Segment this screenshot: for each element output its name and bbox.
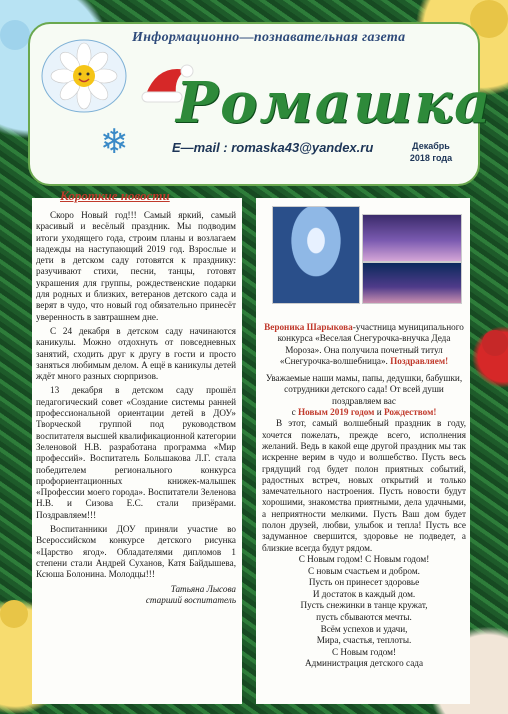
short-news-text xyxy=(36,210,236,606)
issue-date xyxy=(406,140,456,164)
short-news-title: Короткие новости xyxy=(60,188,170,203)
masthead-subtitle: Информационно—познавательная газета xyxy=(132,30,406,45)
poem-line: С Новым годом! xyxy=(331,646,397,657)
greeting-and: и xyxy=(374,407,384,418)
issue-month: Декабрь xyxy=(412,141,450,151)
snowflake-icon: ❄ xyxy=(100,124,129,161)
news-paragraph: Воспитанники ДОУ приняли участие во Всероссийском конкурсе детского рисунка «Царство ягод». Обладателями дипломов 1 степени стали Андрей Суханов, Катя Байдышева, Ксюша Болонина. Молодцы!!! xyxy=(36,524,236,580)
poem-line: С Новым годом! С Новым годом! xyxy=(298,553,430,564)
christmas-text: Рождеством! xyxy=(383,407,437,418)
blue-ornament-icon xyxy=(0,20,30,50)
signature-role: старший воспитатель xyxy=(145,594,236,605)
red-ornament-icon xyxy=(482,330,508,356)
contestant-name: Вероника Шарыкова xyxy=(264,322,353,332)
contest-caption xyxy=(262,322,466,367)
poem-line: Администрация детского сада xyxy=(304,658,424,669)
issue-year: 2018 года xyxy=(409,153,453,163)
email-link[interactable]: E—mail : romaska43@yandex.ru xyxy=(172,140,374,155)
chamomile-logo-icon xyxy=(40,36,128,116)
signature-name: Татьяна Лысова xyxy=(170,583,236,594)
poem-line: Мира, счастья, теплоты. xyxy=(316,635,412,646)
snow-maiden-photo xyxy=(272,206,360,304)
contest-congrats: Поздравляем! xyxy=(390,355,449,366)
greetings-text xyxy=(262,322,466,670)
greeting-holidays xyxy=(262,407,466,418)
news-paragraph: С 24 декабря в детском саду начинаются каникулы. Можно отдохнуть от повседневных занятий, сходить друг к другу в гости и просто заняться любимым делом. А ещё в каникулы детей ждёт много разных сюрпризов. xyxy=(36,325,236,382)
poem-line: С новым счастьем и добром. xyxy=(308,565,420,576)
newspaper-title: Ромашка xyxy=(176,70,493,136)
poem-line: Пусть снежинки в танце кружат, xyxy=(300,600,428,611)
poem-line: Всём успехов и удачи, xyxy=(320,623,408,634)
greeting-with: с xyxy=(291,407,298,418)
new-year-text: Новым 2019 годом xyxy=(297,407,375,418)
news-paragraph: 13 декабря в детском саду прошёл педагогический совет «Создание системы ранней профессиональной ориентации детей в ДОУ» Творческой группой под руководством воспитателя высшей квалификационной категории Зеленовой Н.В. разработана программа «Мир профессий». Воспитатель Большакова Л.Г. стала победителем регионального конкурса профориентационных книжек-малышек «Профессии моего города». Воспитатели Зеленова Н.В. и Сизова Е.С. стали призёрами. Поздравляем!!! xyxy=(36,385,236,520)
poem-line: Пусть он принесет здоровье xyxy=(308,577,420,588)
greeting-intro: Уважаемые наши мамы, папы, дедушки, бабушки, сотрудники детского сада! От всей души поздравляем вас xyxy=(265,373,463,406)
poem-line: И достаток в каждый дом. xyxy=(312,588,416,599)
stage-photo-1 xyxy=(362,214,462,262)
stage-photo-2 xyxy=(362,262,462,304)
gold-ornament-icon xyxy=(0,600,28,628)
signature xyxy=(36,584,236,606)
contest-text: -участница муниципального конкурса «Веселая Снегурочка-внучка Деда Мороза». Она получила почетный титул «Снегурочка-волшебница». xyxy=(277,322,464,366)
greeting-poem xyxy=(262,554,466,670)
poem-line: пусть сбываются мечты. xyxy=(316,611,412,622)
greeting-body: В этот, самый волшебный праздник в году, хочется пожелать, прежде всего, исполнения желаний. Ведь в какой еще другой праздник мы так искренне верим в чудо и волшебство. Пусть весь грядущий год будет полон приятных событий, радостных встреч, новых открытий и только замечательного настроения. Пусть новости будут хорошими, знакомства приятными, дела удачными, а неприятности мелкими. Пусть Ваш дом будет полон друзей, любви, улыбок и тепла! Пусть все задуманное свершится, здоровье не подведет, а близкие всегда будут рядом. xyxy=(262,418,466,553)
news-paragraph: Скоро Новый год!!! Самый яркий, самый красивый и весёлый праздник. Мы подводим итоги уходящего года, строим планы и возлагаем надежды на наступающий 2019 год. Взрослые и дети в детском саду готовятся к празднику: разучивают стихи, песни, танцы, готовят украшения для группы, рождественские подарки для родных и близких, ветеранов детского сада и верят в чудо, что новый год обязательно принесёт уверенность в завтрашнем дне. xyxy=(36,210,236,322)
